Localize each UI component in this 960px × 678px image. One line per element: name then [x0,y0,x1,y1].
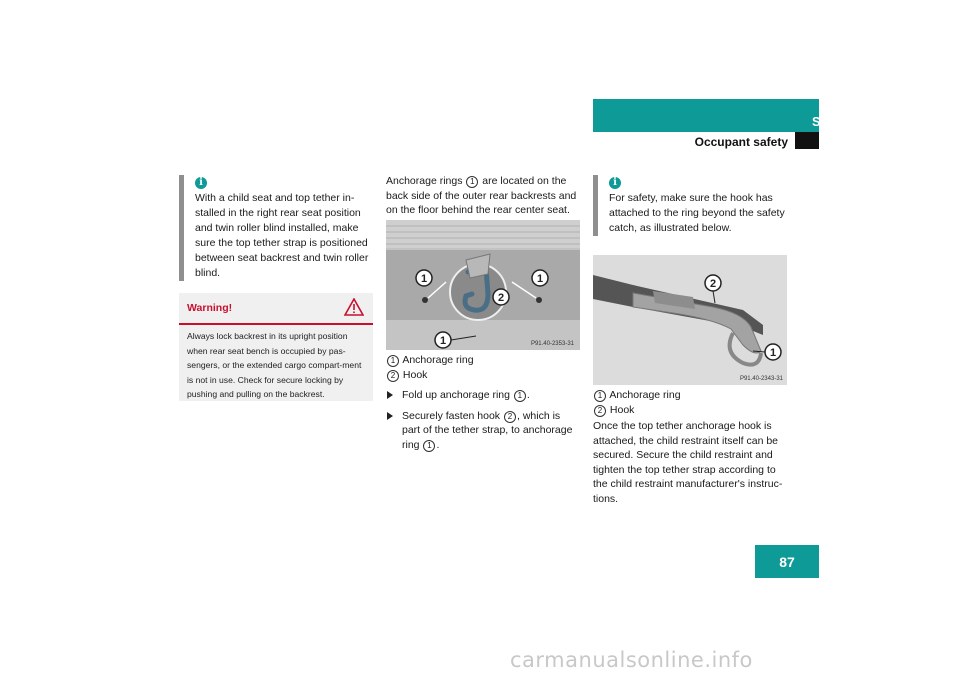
info-icon: i [195,177,207,189]
svg-text:1: 1 [420,273,428,285]
legend-item: 2 Hook [386,368,581,383]
middle-column-steps [386,353,581,452]
bullet-arrow-icon [387,412,393,420]
bullet-arrow-icon [387,391,393,399]
info-note-safety-catch [593,175,789,236]
page-number: 87 [755,545,819,578]
callout-number: 1 [466,176,478,188]
right-column-text [593,388,793,506]
subsection-title: Occupant safety [694,135,788,149]
warning-title: Warning! [187,302,233,314]
warning-triangle-icon [344,298,364,321]
legend-item: 1 Anchorage ring [386,353,581,368]
warning-text: Always lock backrest in its upright position when rear seat bench is occupied by pas-sengers, or the extended cargo compart-ment is not in use. Check for secure locking by pushing and pulling on the backrest. [187,331,362,399]
header-section-bar [593,99,819,132]
legend-item: 1 Anchorage ring [593,388,793,403]
svg-text:2: 2 [709,278,717,290]
middle-column [386,174,581,218]
step-fold-up: Fold up anchorage ring 1 . [386,388,581,403]
anchorage-ring-figure [386,220,580,350]
svg-text:2: 2 [497,292,505,304]
closing-paragraph: Once the top tether anchorage hook is attached, the child restraint itself can be secured. Secure the child restraint and tighten the top tether strap according to the child restraint manufacturer's instruc-tions. [593,420,783,505]
header-marker [795,132,819,149]
info-note-text: For safety, make sure the hook has attached to the ring beyond the safety catch, as illustrated below. [609,191,785,234]
svg-text:1: 1 [439,335,447,347]
figure-code: P91.40-2343-31 [739,376,783,382]
anchorage-intro: Anchorage rings 1 are located on the back side of the outer rear backrests and on the floor behind the rear center seat. [386,175,577,216]
legend-item: 2 Hook [593,403,793,418]
warning-box [179,293,373,401]
svg-text:1: 1 [769,347,777,359]
step-fasten-hook: Securely fasten hook 2 , which is part of the tether strap, to anchorage ring 1 . [386,409,581,453]
figure-code: P91.40-2353-31 [530,341,574,347]
section-title: Safety and Security [811,115,928,129]
svg-text:1: 1 [536,273,544,285]
watermark: carmanualsonline.info [510,648,753,672]
info-icon: i [609,177,621,189]
info-note-text: With a child seat and top tether in-stalled in the right rear seat position and twin roller blind installed, make sure the top tether strap is positioned between seat backrest and twin roller blind. [195,191,369,279]
info-note-tether [179,175,375,281]
hook-ring-figure [593,255,787,385]
